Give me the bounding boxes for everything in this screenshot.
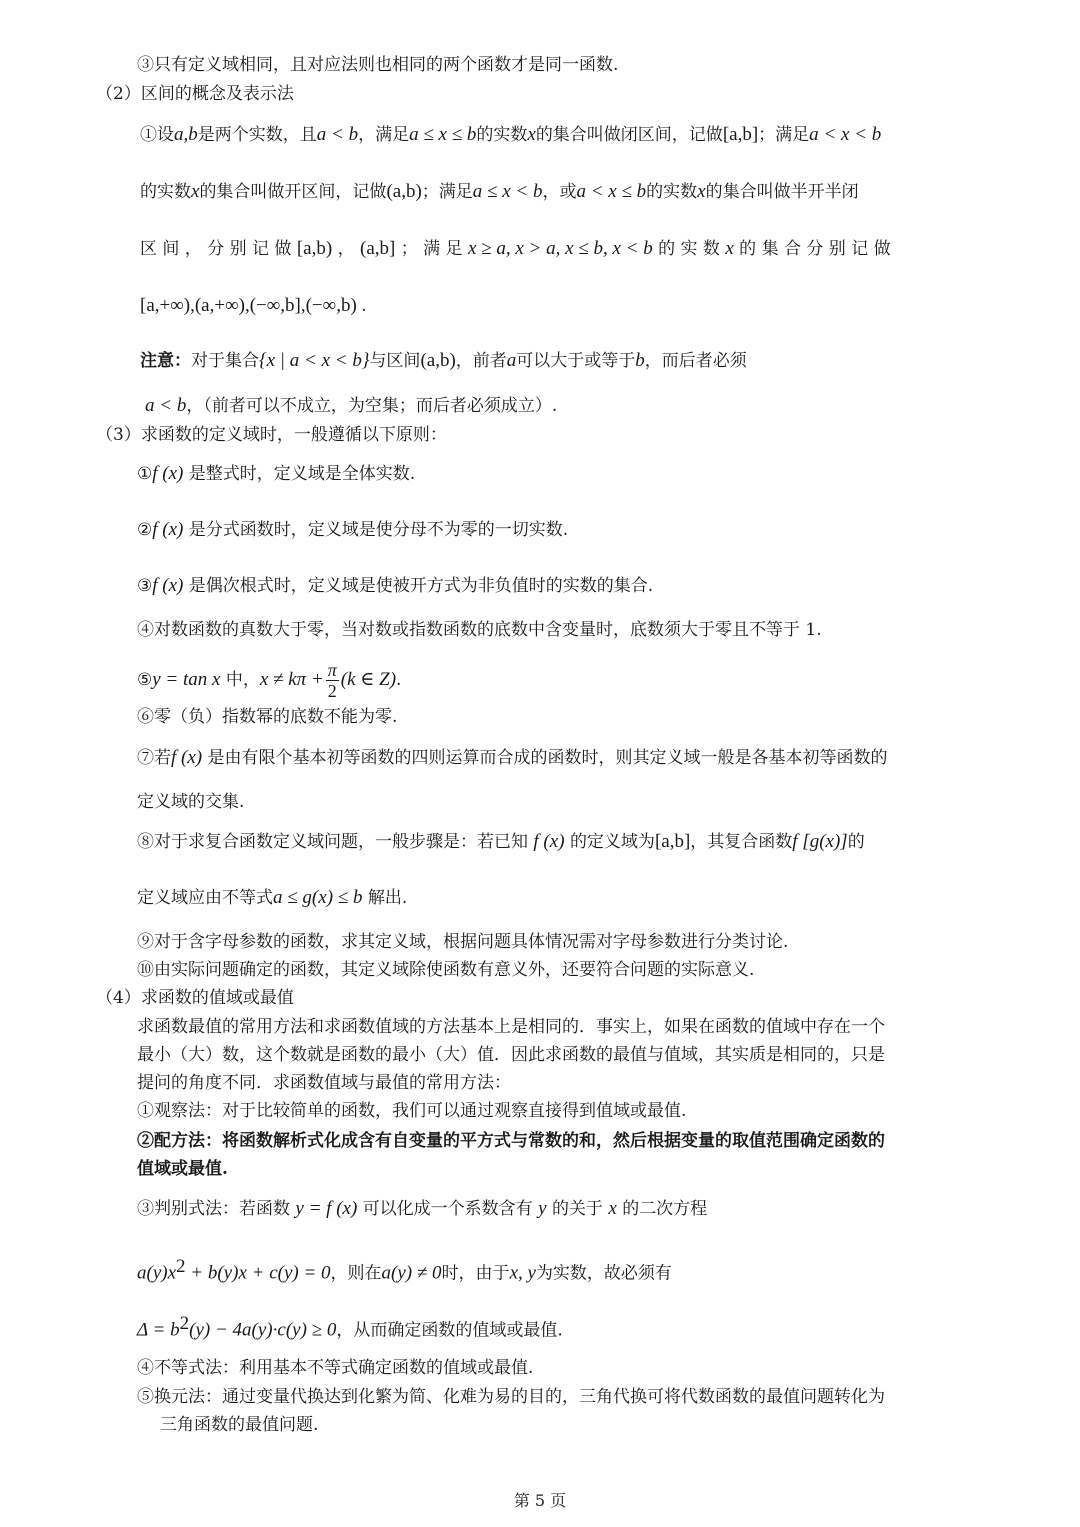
text-line: ④不等式法：利用基本不等式确定函数的值域或最值. bbox=[137, 1358, 534, 1378]
text-line: ⑨对于含字母参数的函数，求其定义域，根据问题具体情况需对字母参数进行分类讨论. bbox=[137, 932, 789, 952]
section-heading: （3）求函数的定义域时，一般遵循以下原则： bbox=[96, 425, 447, 445]
math-run: a < x < b bbox=[809, 124, 882, 145]
section-heading: （4）求函数的值域或最值 bbox=[96, 988, 294, 1008]
text-run: ，而后者必须 bbox=[644, 351, 747, 371]
math-run: f (x) bbox=[533, 831, 565, 852]
text-line: 定义域的交集. bbox=[137, 792, 245, 812]
text-run: ③判别式法：若函数 bbox=[137, 1199, 290, 1219]
text-run: 定义域应由不等式 bbox=[137, 888, 273, 908]
text-run: ①设 bbox=[140, 125, 174, 145]
text-line bbox=[137, 1256, 672, 1285]
text-run: 与区间 bbox=[369, 351, 421, 371]
fraction bbox=[326, 660, 339, 701]
math-run: (k ∈ Z) bbox=[340, 669, 397, 690]
math-run: (a,b) bbox=[386, 181, 422, 202]
text-line bbox=[137, 463, 415, 485]
math-run: y = tan x bbox=[152, 669, 221, 690]
math-run: x ≥ a, x > a, x ≤ b, x < b bbox=[467, 238, 653, 259]
text-run: 的集合叫做闭区间，记做 bbox=[535, 125, 723, 145]
math-run: (a,b] bbox=[360, 238, 396, 259]
math-run: [a,b] bbox=[654, 831, 691, 852]
note-line bbox=[140, 350, 747, 372]
text-run: 对于集合 bbox=[191, 351, 259, 371]
text-line: ③只有定义域相同，且对应法则也相同的两个函数才是同一函数. bbox=[137, 55, 619, 75]
text-run: ，前者 bbox=[455, 351, 507, 371]
text-run: 的实数 bbox=[476, 125, 528, 145]
text-run: 的 bbox=[847, 832, 865, 852]
math-run: [a,b] bbox=[722, 124, 759, 145]
math-superscript: 2 bbox=[176, 1256, 186, 1277]
text-line bbox=[137, 575, 653, 597]
text-run: 的 集 合 分 别 记 做 bbox=[739, 239, 891, 259]
math-run: f (x) bbox=[152, 519, 184, 540]
text-run: 的集合叫做开区间，记做 bbox=[199, 182, 387, 202]
text-run: 时，由于 bbox=[441, 1263, 510, 1284]
math-line: [a,+∞),(a,+∞),(−∞,b],(−∞,b) . bbox=[140, 295, 367, 316]
text-line: ④对数函数的真数大于零，当对数或指数函数的底数中含变量时，底数须大于零且不等于 1. bbox=[137, 620, 822, 640]
text-run: 区 间 ， 分 别 记 做 bbox=[140, 239, 292, 259]
text-run: ① bbox=[137, 464, 153, 484]
math-run: a bbox=[506, 350, 517, 371]
math-run: (y) − 4a(y)·c(y) ≥ 0 bbox=[189, 1319, 337, 1341]
text-run: ③ bbox=[137, 576, 153, 596]
text-line: 值域或最值. bbox=[137, 1159, 228, 1179]
text-run: 的集合叫做半开半闭 bbox=[705, 182, 859, 202]
text-line: 求函数最值的常用方法和求函数值域的方法基本上是相同的．事实上，如果在函数的值域中存在一个 bbox=[137, 1017, 885, 1037]
text-line bbox=[137, 887, 407, 909]
math-run: f (x) bbox=[152, 463, 184, 484]
text-run: 是分式函数时，定义域是使分母不为零的一切实数. bbox=[188, 520, 569, 540]
math-run: y = f (x) bbox=[295, 1198, 358, 1219]
text-line: ①观察法：对于比较简单的函数，我们可以通过观察直接得到值域或最值. bbox=[137, 1101, 687, 1121]
text-line bbox=[137, 1198, 707, 1220]
math-run: a ≤ x < b bbox=[472, 181, 543, 202]
math-run: x bbox=[725, 238, 734, 259]
text-run: ⑦若 bbox=[137, 748, 171, 768]
text-run: . bbox=[396, 670, 402, 690]
math-run: a,b bbox=[174, 124, 198, 145]
text-run: ，满足 bbox=[358, 125, 410, 145]
math-run: [a,b) bbox=[296, 238, 333, 259]
math-run: f (x) bbox=[152, 575, 184, 596]
math-run: + b(y)x + c(y) = 0 bbox=[185, 1262, 331, 1284]
text-run: 是由有限个基本初等函数的四则运算而合成的函数时，则其定义域一般是各基本初等函数的 bbox=[207, 748, 888, 768]
text-line bbox=[137, 1313, 563, 1342]
text-run: 的实数 bbox=[646, 182, 698, 202]
text-run: 为实数，故必须有 bbox=[535, 1263, 672, 1284]
text-line: ⑤换元法：通过变量代换达到化繁为简、化难为易的目的，三角代换可将代数函数的最值问题转化为 bbox=[137, 1387, 885, 1407]
math-run: {x | a < x < b} bbox=[259, 350, 370, 371]
text-line bbox=[137, 831, 865, 853]
math-run: Δ = b bbox=[137, 1319, 180, 1341]
text-line bbox=[140, 238, 891, 260]
text-line bbox=[140, 181, 859, 203]
fraction-denominator: 2 bbox=[327, 681, 337, 701]
math-run: a ≤ x ≤ b bbox=[409, 124, 477, 145]
text-run: ，从而确定函数的值域或最值. bbox=[336, 1320, 563, 1341]
text-run: ，（前者可以不成立，为空集；而后者必须成立）. bbox=[186, 396, 558, 416]
text-run: 可以化成一个系数含有 bbox=[362, 1199, 533, 1219]
math-run: x bbox=[527, 124, 536, 145]
text-run: ，其复合函数 bbox=[690, 832, 793, 852]
text-run: ，或 bbox=[542, 182, 577, 202]
page-number: 第 5 页 bbox=[513, 1491, 567, 1510]
section-heading: （2）区间的概念及表示法 bbox=[96, 84, 294, 104]
math-run: a < b bbox=[316, 124, 359, 145]
text-run: 中， bbox=[225, 670, 260, 690]
text-line: 三角函数的最值问题. bbox=[160, 1415, 319, 1435]
text-line bbox=[145, 395, 557, 417]
text-run: 的二次方程 bbox=[622, 1199, 708, 1219]
math-run: a(y)x bbox=[137, 1262, 177, 1284]
math-run: f [g(x)] bbox=[792, 831, 848, 852]
text-run: 是两个实数，且 bbox=[197, 125, 317, 145]
text-run: ② bbox=[137, 520, 153, 540]
text-run: ， bbox=[337, 239, 355, 259]
math-run: x ≠ kπ + bbox=[259, 669, 324, 690]
text-line: ②配方法：将函数解析式化成含有自变量的平方式与常数的和，然后根据变量的取值范围确定函数的 bbox=[137, 1131, 885, 1151]
text-run: ，则在 bbox=[330, 1263, 382, 1284]
text-run: ； 满 足 bbox=[400, 239, 463, 259]
text-line: 提问的角度不同．求函数值域与最值的常用方法： bbox=[137, 1073, 511, 1093]
math-run: x bbox=[191, 181, 200, 202]
text-run: 是偶次根式时，定义域是使被开方式为非负值时的实数的集合. bbox=[188, 576, 654, 596]
text-run: ；满足 bbox=[421, 182, 473, 202]
text-line bbox=[137, 519, 568, 541]
text-run: ；满足 bbox=[758, 125, 810, 145]
math-run: a ≤ g(x) ≤ b bbox=[273, 887, 363, 908]
fraction-numerator: π bbox=[327, 660, 337, 680]
text-run: 解出. bbox=[367, 888, 408, 908]
text-run: 的关于 bbox=[551, 1199, 603, 1219]
text-line bbox=[140, 124, 881, 146]
note-label: 注意： bbox=[140, 351, 191, 371]
text-line: ⑩由实际问题确定的函数，其定义域除使函数有意义外，还要符合问题的实际意义. bbox=[137, 960, 755, 980]
math-run: x, y bbox=[509, 1262, 536, 1284]
text-run: 的 实 数 bbox=[658, 239, 720, 259]
text-run: 可以大于或等于 bbox=[516, 351, 636, 371]
text-run: ⑤ bbox=[137, 670, 153, 690]
math-run: f (x) bbox=[171, 747, 203, 768]
math-run: x bbox=[608, 1198, 617, 1219]
text-line: 最小（大）数，这个数就是函数的最小（大）值．因此求函数的最值与值域，其实质是相同的，只是 bbox=[137, 1045, 885, 1065]
math-run: b bbox=[635, 350, 645, 371]
math-run: y bbox=[538, 1198, 547, 1219]
math-run: a < x ≤ b bbox=[576, 181, 647, 202]
text-run: 的实数 bbox=[140, 182, 191, 202]
math-run: a < b bbox=[145, 395, 187, 416]
text-run: 是整式时，定义域是全体实数. bbox=[188, 464, 416, 484]
math-run: a(y) ≠ 0 bbox=[381, 1262, 442, 1284]
text-line bbox=[137, 660, 401, 701]
text-run: ⑧对于求复合函数定义域问题，一般步骤是：若已知 bbox=[137, 832, 528, 852]
text-line bbox=[137, 747, 888, 769]
math-run: (a,b) bbox=[420, 350, 456, 371]
text-line: ⑥零（负）指数幂的底数不能为零. bbox=[137, 707, 398, 727]
math-run: x bbox=[697, 181, 706, 202]
text-run: 的定义域为 bbox=[569, 832, 655, 852]
math-superscript: 2 bbox=[179, 1313, 190, 1334]
